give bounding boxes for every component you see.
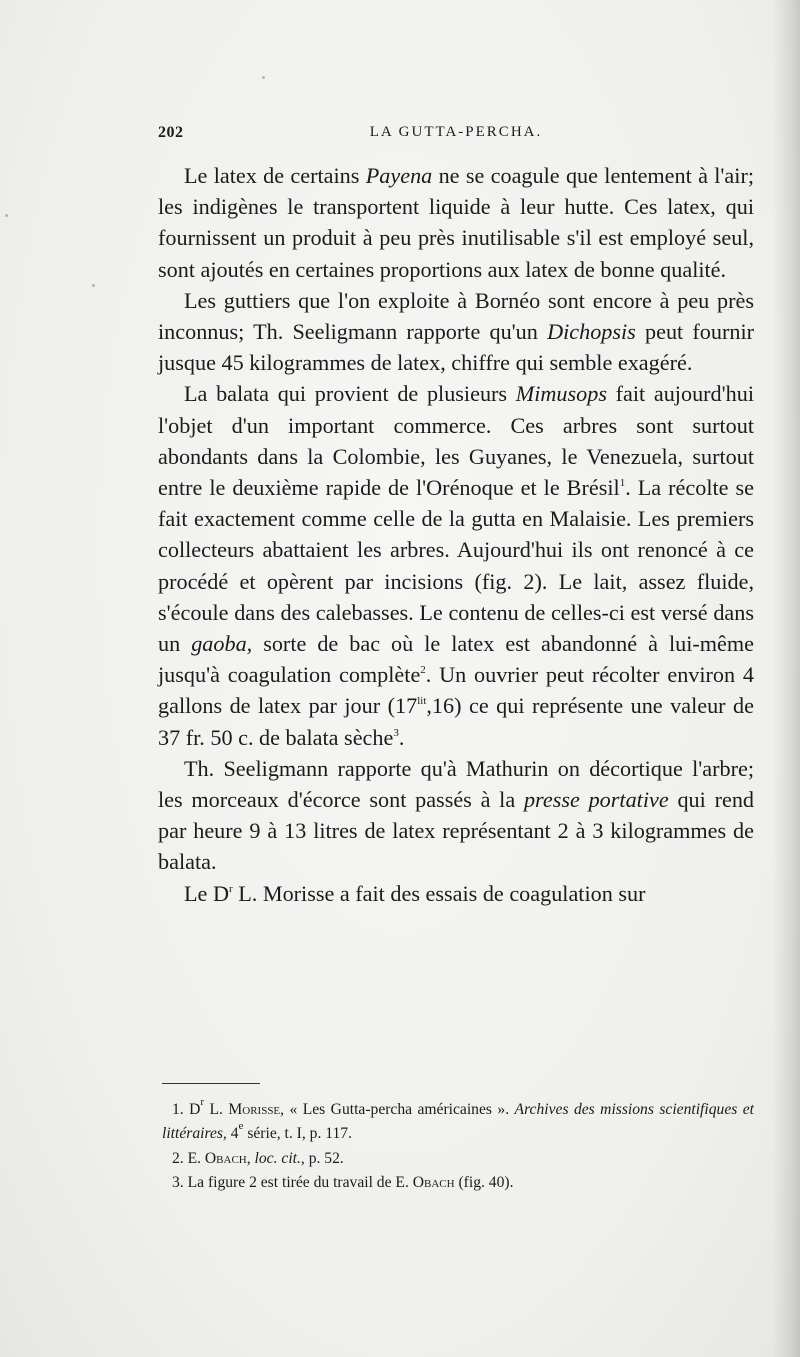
citation-abbrev: loc. cit. [254,1149,301,1167]
text-run: 2. E. [172,1149,205,1167]
footnote-ref: 2 [420,664,426,677]
text-run: Le D [184,880,229,906]
text-run: peut fournir jusque 45 kilogrammes de latex, chiffre qui semble exagéré. [158,319,754,376]
footnote-ref: 1 [619,477,626,490]
paper-speck [262,76,265,79]
text-run: ne se coagule que lentement à l'air; les indigènes le transportent liquide à leur hutte. Ces latex, qui fournissent un produit à peu près inutilisable s'il est employé seul, sont ajoutés en certaines proportions aux latex de bonne qualité. [158,163,754,282]
running-header [158,124,754,150]
text-run: . [398,724,405,750]
italic-term: Payena [365,163,433,188]
text-run: (fig. 40). [454,1174,514,1192]
italic-term: Dichopsis [547,319,636,345]
text-run: . La récolte se fait exactement comme celle de la gutta en Malaisie. Les premiers collecteurs abattaient les arbres. Aujourd'hui ils ont renoncé à ce procédé et opèrent par incisions (fig. 2). Le lait, assez fluide, s'écoule dans des calebasses. Le contenu de celles-ci est versé dans un [158,475,754,657]
footnotes [162,1098,754,1196]
abbrev-superscript: r [200,1096,205,1108]
text-run: Th. Seeligmann rapporte qu'à Mathurin on décortique l'arbre; les morceaux d'écorce sont passés à la [158,755,754,813]
italic-term: gaoba, [191,631,253,657]
text-run: , p. 52. [300,1149,344,1167]
running-title: LA GUTTA-PERCHA. [369,124,543,140]
page-number: 202 [158,124,184,141]
text-run: L. Morisse a fait des essais de coagulation sur [232,880,646,906]
journal-title: Archives des missions scientifiques et littéraires, [162,1101,754,1143]
text-run: série, t. I, p. 117. [243,1125,352,1143]
text-run: . Un ouvrier peut récolter environ 4 gallons de latex par jour (17 [158,662,754,719]
text-run: 4 [226,1125,239,1143]
paragraph-morisse [158,878,754,909]
paragraph-borneo [158,285,754,379]
footnote-2 [162,1147,754,1171]
author-name: Morisse [228,1101,281,1118]
paragraph-mathurin [158,753,754,878]
footnote-3 [162,1171,754,1195]
text-run: Le latex de certains [184,163,366,188]
unit-superscript: lit [417,695,427,708]
footnote-ref: 3 [393,726,399,739]
text-run: qui rend par heure 9 à 13 litres de latex représentant 2 à 3 kilogrammes de balata. [158,787,755,875]
page-edge-shadow [772,0,800,1357]
italic-term: presse portative [523,787,669,813]
text-run: 3. La figure 2 est tirée du travail de E. [172,1174,413,1192]
text-run: sorte de bac où le latex est abandonné à lui-même jusqu'à coagulation complète [158,631,754,688]
paper-speck [92,284,95,287]
text-run: , « Les Gutta-percha américaines ». [280,1101,515,1118]
footnote-rule [162,1083,260,1084]
text-run: fait aujourd'hui l'objet d'un important commerce. Ces arbres sont surtout abondants dans la Colombie, les Guyanes, le Venezuela, surtout entre le deuxième rapide de l'Orénoque et le Brésil [158,381,754,501]
text-run: , [246,1149,255,1167]
main-text [158,160,754,909]
author-name: Obach [204,1149,247,1167]
text-run: ,16) ce qui représente une valeur de 37 fr. 50 c. de balata sèche [158,693,754,750]
text-run: 1. D [172,1101,201,1118]
paper-speck [5,214,8,217]
ordinal-superscript: e [238,1120,244,1133]
text-run: L. [204,1101,229,1118]
paragraph-payena [158,160,754,285]
paragraph-balata [158,378,754,752]
abbrev-superscript: r [228,882,233,895]
footnote-1 [162,1098,754,1147]
text-run: La balata qui provient de plusieurs [184,381,516,407]
author-name: Obach [412,1174,455,1192]
text-run: Les guttiers que l'on exploite à Bornéo sont encore à peu près inconnus; Th. Seeligmann rapporte qu'un [158,287,754,345]
italic-term: Mimusops [515,381,607,407]
